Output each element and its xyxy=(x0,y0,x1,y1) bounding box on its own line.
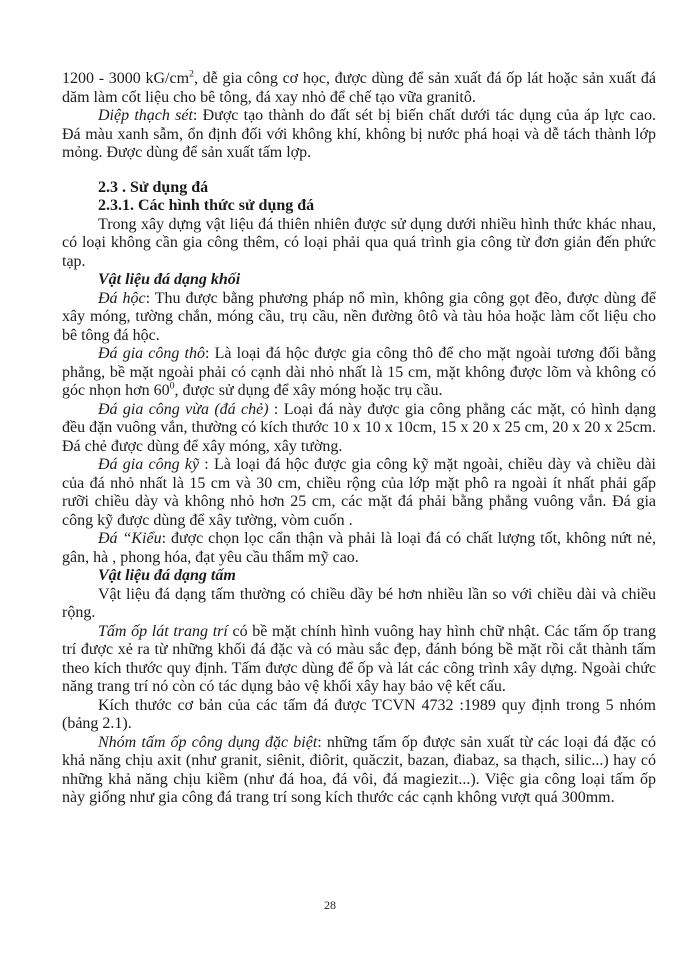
paragraph-da-gia-cong-vua: Đá gia công vừa (đá chẻ) : Loại đá này được gia công phẳng các mặt, có hình dạng đều đặn vuông vắn, thường có kích thước 10 x 10 x 10cm, 15 x 20 x 25 cm, 20 x 20 x 25cm. Đá chẻ được dùng để xây móng, xây tường. xyxy=(62,400,656,455)
page-number: 28 xyxy=(324,898,336,912)
category-heading-block-stone: Vật liệu đá dạng khối xyxy=(98,271,241,288)
paragraph-usage-intro: Trong xây dựng vật liệu đá thiên nhiên được sử dụng dưới nhiều hình thức khác nhau, có loại không cần gia công thêm, có loại phải qua quá trình gia công từ đơn giản đến phức tạp. xyxy=(62,215,656,270)
subsection-heading-2-3-1: 2.3.1. Các hình thức sử dụng đá xyxy=(98,197,315,214)
paragraph-special-use-slabs: Nhóm tấm ốp công dụng đặc biệt: những tấm ốp được sản xuất từ các loại đá đặc có khả năng chịu axit (như granit, siênit, điôrit, quăczit, bazan, điabaz, sa thạch, silic...) hay có những khả năng chịu kiềm (như đá hoa, đá vôi, đá magiezit...). Việc gia công loại tấm ốp này giống như gia công đá trang trí song kích thước các cạnh không vượt quá 300mm. xyxy=(62,733,656,806)
paragraph-da-hoc: Đá hộc: Thu được bằng phương pháp nổ mìn, không gia công gọt đẽo, được dùng để xây móng, tường chắn, móng cầu, trụ cầu, nền đường ôtô và tàu hỏa hoặc làm cốt liệu cho bê tông đá hộc. xyxy=(62,289,657,344)
paragraph-da-gia-cong-tho: Đá gia công thô: Là loại đá hộc được gia công thô để cho mặt ngoài tương đối bằng phẳng, bề mặt ngoài phải có cạnh dài nhỏ nhất là 15 cm, mặt không được lõm và không có góc nhọn hơn $60^0$, được sử dụng để xây móng hoặc trụ cầu. xyxy=(62,345,657,399)
paragraph-tam-op-lat: Tấm ốp lát trang trí có bề mặt chính hình vuông hay hình chữ nhật. Các tấm ốp trang trí được xẻ ra từ những khối đá đặc và có màu sắc đẹp, đánh bóng bề mặt rồi cắt thành tấm theo kích thước quy định. Tấm được dùng để ốp và lát các công trình xây dựng. Ngoài chức năng trang trí nó còn có tác dụng bảo vệ khối xây hay bảo vệ kết cấu. xyxy=(62,622,657,695)
paragraph-da-kieu: Đá “Kiểu: được chọn lọc cẩn thận và phải là loại đá có chất lượng tốt, không nứt nẻ, gân, hà , phong hóa, đạt yêu cầu thẩm mỹ cao. xyxy=(62,530,656,566)
paragraph-slab-intro: Vật liệu đá dạng tấm thường có chiều dầy bé hơn nhiều lần so với chiều dài và chiều rộng. xyxy=(62,585,656,621)
section-heading-2-3: 2.3 . Sử dụng đá xyxy=(98,178,209,196)
category-heading-slab-stone: Vật liệu đá dạng tấm xyxy=(98,567,236,584)
paragraph-tcvn-groups: Kích thước cơ bản của các tấm đá được TCVN 4732 :1989 quy định trong 5 nhóm (bảng 2.1). xyxy=(62,696,656,732)
paragraph-diep-thach-set: Diệp thạch sét: Được tạo thành do đất sét bị biến chất dưới tác dụng của áp lực cao. Đá màu xanh sẫm, ổn định đối với không khí, không bị nước phá hoại và dễ tách thành lớp mỏng. Được dùng để sản xuất tấm lợp. xyxy=(62,107,656,161)
paragraph-granite-continuation: 1200 - 3000 $kG/cm^2$, dễ gia công cơ học, được dùng để sản xuất đá ốp lát hoặc sản xuất đá dăm làm cốt liệu cho bê tông, đá xay nhỏ để chế tạo vữa granitô. xyxy=(62,68,656,106)
paragraph-da-gia-cong-ky: Đá gia công kỹ : Là loại đá hộc được gia công kỹ mặt ngoài, chiều dày và chiều dài của đá nhỏ nhất là 15 cm và 30 cm, chiều rộng của lớp mặt phô ra ngoài ít nhất phải gấp rưỡi chiều dày và không nhỏ hơn 25 cm, các mặt đá phải bằng phẳng vuông vắn. Đá gia công kỹ được dùng để xây tường, vòm cuốn . xyxy=(62,456,657,529)
text-column xyxy=(62,70,656,808)
